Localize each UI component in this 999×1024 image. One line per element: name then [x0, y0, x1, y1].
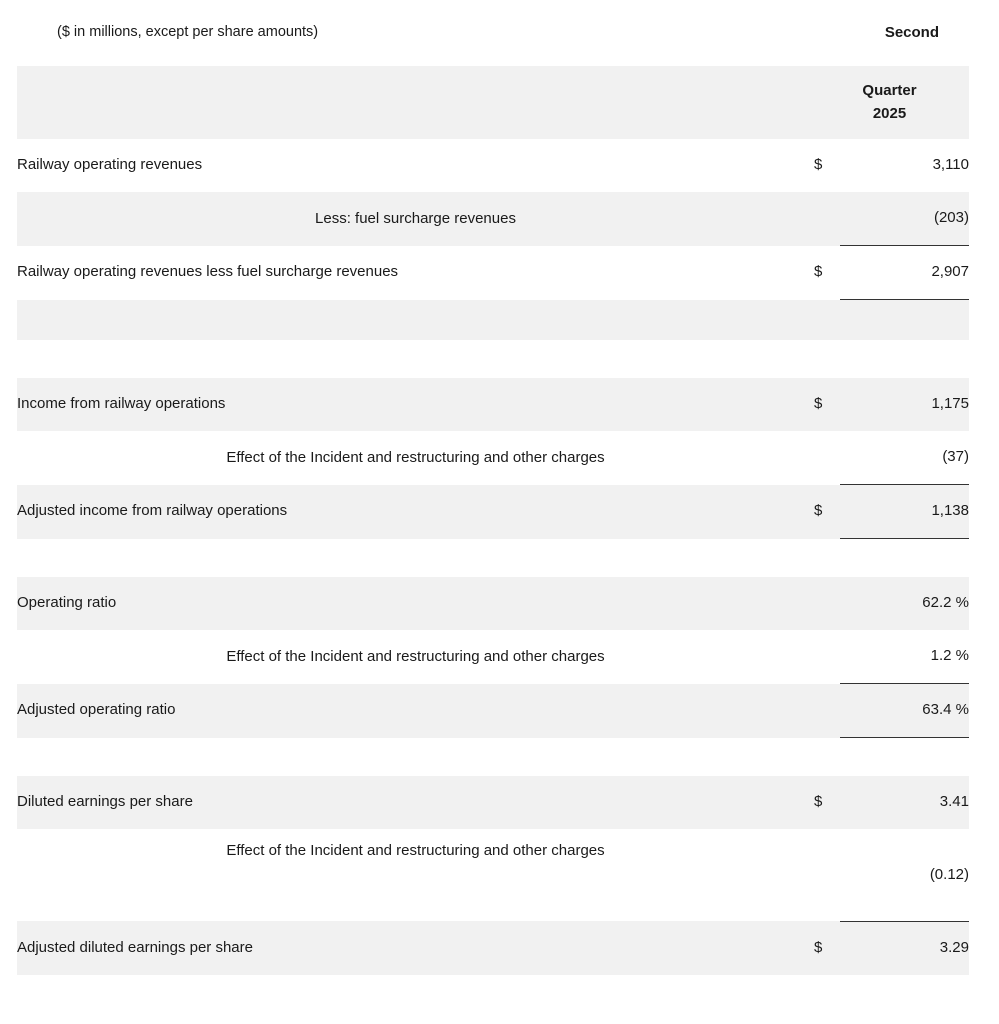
row-label: Adjusted income from railway operations	[17, 485, 814, 539]
column-header-period	[840, 66, 969, 139]
gap-label	[17, 738, 814, 777]
column-header-line3: 2025	[872, 104, 907, 122]
table-row	[17, 684, 969, 738]
table-row	[17, 776, 969, 829]
row-value: 1.2 %	[840, 630, 969, 684]
units-row-symbol-spacer	[814, 0, 840, 66]
gap-symbol	[814, 738, 840, 777]
row-currency-symbol	[814, 630, 840, 684]
spacer-label	[17, 300, 814, 341]
row-currency-symbol	[814, 192, 840, 246]
section-spacer-shaded	[17, 300, 969, 341]
section-gap	[17, 340, 969, 378]
table-row	[17, 139, 969, 192]
row-label: Effect of the Incident and restructuring and other charges	[17, 829, 814, 921]
row-currency-symbol: $	[814, 378, 840, 431]
section-gap	[17, 738, 969, 777]
row-label: Railway operating revenues less fuel surcharge revenues	[17, 246, 814, 300]
row-currency-symbol	[814, 829, 840, 921]
bottom-gap-label	[17, 975, 814, 1013]
spacer-symbol	[814, 300, 840, 341]
gap-symbol	[814, 340, 840, 378]
row-value: 1,175	[840, 378, 969, 431]
table-column-header-row	[17, 66, 969, 139]
column-header-line1: Second	[840, 0, 969, 66]
row-value: 62.2 %	[840, 577, 969, 630]
row-currency-symbol: $	[814, 485, 840, 539]
table-row	[17, 829, 969, 921]
table-row	[17, 378, 969, 431]
section-gap	[17, 539, 969, 578]
row-label: Operating ratio	[17, 577, 814, 630]
row-label: Effect of the Incident and restructuring and other charges	[17, 630, 814, 684]
row-value: (0.12)	[840, 829, 969, 921]
row-currency-symbol: $	[814, 776, 840, 829]
table-header-units-row	[17, 0, 969, 66]
row-value: (203)	[840, 192, 969, 246]
row-label: Less: fuel surcharge revenues	[17, 192, 814, 246]
units-note: ($ in millions, except per share amounts)	[17, 0, 814, 66]
row-label: Railway operating revenues	[17, 139, 814, 192]
row-currency-symbol	[814, 431, 840, 485]
row-label: Income from railway operations	[17, 378, 814, 431]
row-value: 63.4 %	[840, 684, 969, 738]
column-header-line2: Quarter	[862, 82, 917, 99]
row-label: Adjusted operating ratio	[17, 684, 814, 738]
row-label: Diluted earnings per share	[17, 776, 814, 829]
row-value: 1,138	[840, 485, 969, 539]
gap-value	[840, 738, 969, 777]
row-currency-symbol: $	[814, 921, 840, 975]
row-currency-symbol	[814, 577, 840, 630]
row-currency-symbol: $	[814, 139, 840, 192]
row-label: Adjusted diluted earnings per share	[17, 921, 814, 975]
row-label: Effect of the Incident and restructuring and other charges	[17, 431, 814, 485]
spacer-value	[840, 300, 969, 341]
gap-label	[17, 539, 814, 578]
gap-label	[17, 340, 814, 378]
row-currency-symbol	[814, 684, 840, 738]
row-value: 3.41	[840, 776, 969, 829]
table-row	[17, 921, 969, 975]
gap-value	[840, 539, 969, 578]
row-value: 3.29	[840, 921, 969, 975]
financial-table	[17, 0, 969, 1013]
table-bottom-gap	[17, 975, 969, 1013]
table-row	[17, 192, 969, 246]
table-row	[17, 630, 969, 684]
bottom-gap-symbol	[814, 975, 840, 1013]
table-row	[17, 485, 969, 539]
row-value: (37)	[840, 431, 969, 485]
table-row	[17, 246, 969, 300]
column-header-symbol-spacer	[814, 66, 840, 139]
table-row	[17, 431, 969, 485]
table-row	[17, 577, 969, 630]
row-value: 2,907	[840, 246, 969, 300]
row-value: 3,110	[840, 139, 969, 192]
gap-value	[840, 340, 969, 378]
row-currency-symbol: $	[814, 246, 840, 300]
column-header-label-spacer	[17, 66, 814, 139]
gap-symbol	[814, 539, 840, 578]
bottom-gap-value	[840, 975, 969, 1013]
